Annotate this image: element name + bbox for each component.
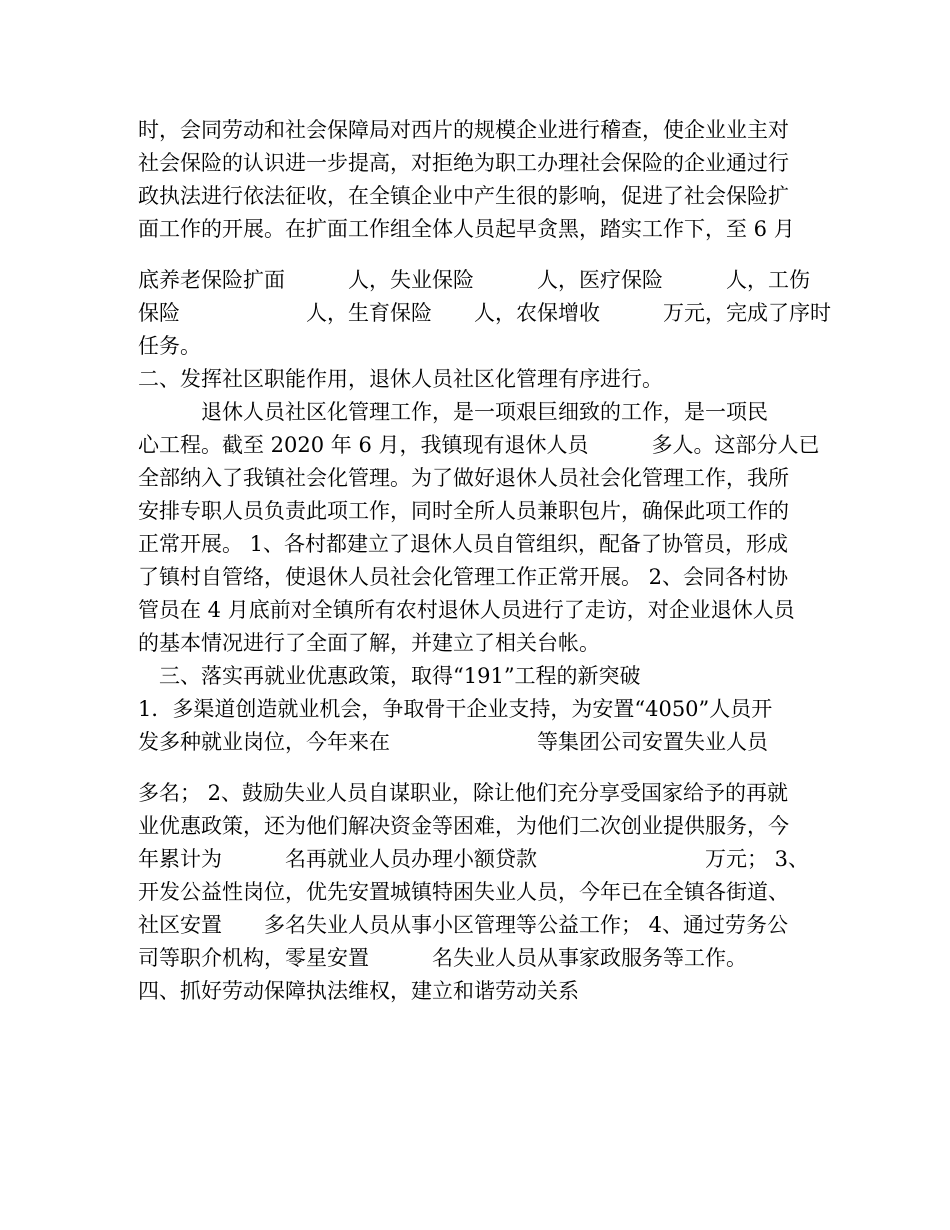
text-line: 开发公益性岗位，优先安置城镇特困失业人员，今年已在全镇各街道、 (138, 880, 789, 904)
section-heading: 三、落实再就业优惠政策，取得“191”工程的新突破 (138, 664, 641, 688)
text-line: 发多种就业岗位，今年来在 等集团公司安置失业人员 (138, 730, 768, 754)
text-line: 政执法进行依法征收，在全镇企业中产生很的影响，促进了社会保险扩 (138, 184, 789, 208)
section-heading: 二、发挥社区职能作用，退休人员社区化管理有序进行。 (138, 367, 663, 391)
text-line: 面工作的开展。在扩面工作组全体人员起早贪黑，踏实工作下，至 6 月 (138, 217, 795, 241)
section-heading: 四、抓好劳动保障执法维权，建立和谐劳动关系 (138, 979, 579, 1003)
text-line: 时，会同劳动和社会保障局对西片的规模企业进行稽查，使企业业主对 (138, 118, 789, 142)
text-line: 心工程。截至 2020 年 6 月，我镇现有退休人员 多人。这部分人已 (138, 433, 820, 457)
text-line: 退休人员社区化管理工作，是一项艰巨细致的工作，是一项民 (138, 400, 768, 424)
text-line: 司等职介机构，零星安置 名失业人员从事家政服务等工作。 (138, 946, 747, 970)
text-line: 正常开展。 1、各村都建立了退休人员自管组织，配备了协管员，形成 (138, 532, 789, 556)
text-line: 1．多渠道创造就业机会，争取骨干企业支持，为安置“4050”人员开 (138, 697, 773, 721)
text-line: 业优惠政策，还为他们解决资金等困难，为他们二次创业提供服务，今 (138, 814, 789, 838)
text-line: 任务。 (138, 334, 201, 358)
text-line: 管员在 4 月底前对全镇所有农村退休人员进行了走访，对企业退休人员 (138, 598, 795, 622)
text-line: 多名； 2、鼓励失业人员自谋职业，除让他们充分享受国家给予的再就 (138, 781, 789, 805)
text-line: 年累计为 名再就业人员办理小额贷款 万元； 3、 (138, 847, 810, 871)
text-line: 全部纳入了我镇社会化管理。为了做好退休人员社会化管理工作，我所 (138, 466, 789, 490)
text-line: 底养老保险扩面 人，失业保险 人，医疗保险 人，工伤 (138, 268, 810, 292)
text-line: 安排专职人员负责此项工作，同时全所人员兼职包片，确保此项工作的 (138, 499, 789, 523)
text-line: 的基本情况进行了全面了解，并建立了相关台帐。 (138, 631, 600, 655)
text-line: 了镇村自管络，使退休人员社会化管理工作正常开展。 2、会同各村协 (138, 565, 789, 589)
text-line: 保险 人，生育保险 人，农保增收 万元，完成了序时 (138, 301, 831, 325)
text-line: 社区安置 多名失业人员从事小区管理等公益工作； 4、通过劳务公 (138, 913, 789, 937)
text-line: 社会保险的认识进一步提高，对拒绝为职工办理社会保险的企业通过行 (138, 151, 789, 175)
